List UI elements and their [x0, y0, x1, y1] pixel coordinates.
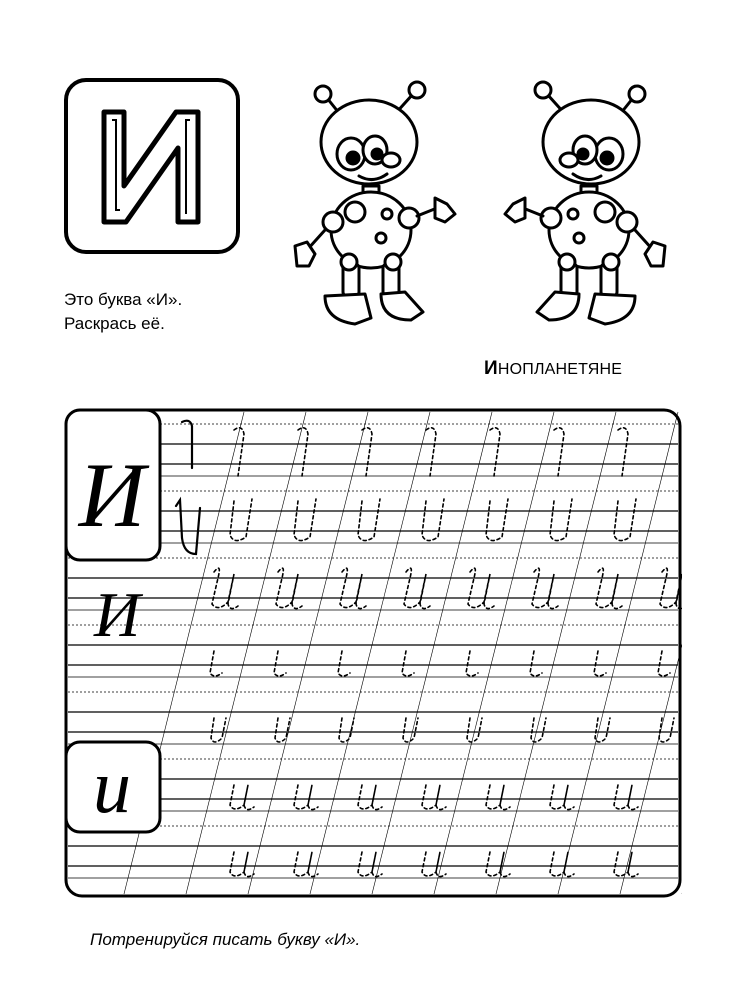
caption: Потренируйся писать букву «И».	[90, 930, 361, 949]
upper-sample-letter: И	[78, 444, 146, 546]
example-word	[484, 358, 622, 380]
intro-line-2: Раскрась её.	[64, 314, 165, 333]
outline-letter-i-icon	[68, 82, 236, 250]
intro-text	[64, 288, 182, 336]
intro-line-1: Это буква «И».	[64, 290, 183, 309]
letter-card	[64, 78, 240, 254]
lower-sample-letter: и	[93, 745, 131, 829]
example-word-first-letter: И	[484, 358, 498, 379]
row-guide-upper: И	[94, 579, 141, 650]
alien-robots-pair-icon	[285, 80, 675, 350]
practice-sheet	[64, 408, 682, 898]
example-word-rest: НОПЛАНЕТЯНЕ	[497, 361, 623, 378]
